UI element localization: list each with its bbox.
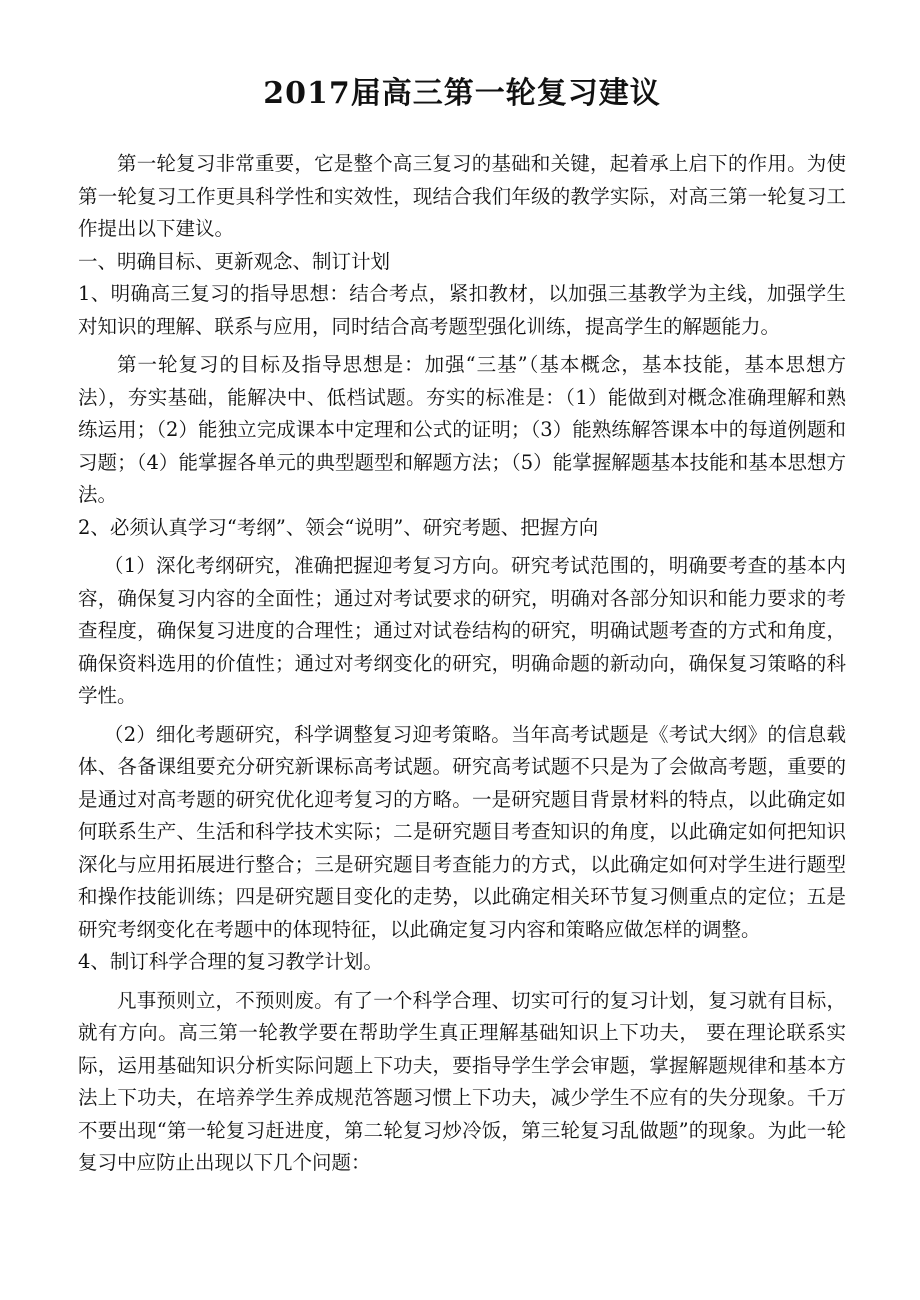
- item-2-heading: 2、必须认真学习“考纲”、领会“说明”、研究考题、把握方向: [78, 515, 599, 539]
- goals-paragraph: 第一轮复习的目标及指导思想是：加强“三基”（基本概念，基本技能，基本思想方法），夯实基础，能解决中、低档试题。夯实的标准是：（1）能做到对概念准确理解和熟练运用；（2）能独立完成课本中定理和公式的证明；（3）能熟练解答课本中的每道例题和习题；（4）能掌握各单元的典型题型和解题方法；（5）能掌握解题基本技能和基本思想方法。: [78, 353, 846, 506]
- plan-paragraph: 凡事预则立，不预则废。有了一个科学合理、切实可行的复习计划，复习就有目标，就有方向。高三第一轮教学要在帮助学生真正理解基础知识上下功夫， 要在理论联系实际，运用基础知识分析实际问题上下功夫，要指导学生学会审题，掌握解题规律和基本方法上下功夫，在培养学生养成规范答题习惯上下功夫，减少学生不应有的失分现象。千万不要出现“第一轮复习赶进度，第二轮复习炒冷饭，第三轮复习乱做题”的现象。为此一轮复习中应防止出现以下几个问题：: [78, 988, 846, 1174]
- item-1-paragraph: 1、明确高三复习的指导思想：结合考点，紧扣教材，以加强三基教学为主线，加强学生对知识的理解、联系与应用，同时结合高考题型强化训练，提高学生的解题能力。: [78, 282, 846, 338]
- subitem-2-paragraph: （2）细化考题研究，科学调整复习迎考策略。当年高考试题是《考试大纲》的信息载体、各备课组要充分研究新课标高考试题。研究高考试题不只是为了会做高考题，重要的是通过对高考题的研究优化迎考复习的方略。一是研究题目背景材料的特点，以此确定如何联系生产、生活和科学技术实际；二是研究题目考查知识的角度，以此确定如何把知识深化与应用拓展进行整合；三是研究题目考查能力的方式，以此确定如何对学生进行题型和操作技能训练；四是研究题目变化的走势，以此确定相关环节复习侧重点的定位；五是研究考纲变化在考题中的体现特征，以此确定复习内容和策略应做怎样的调整。: [78, 722, 846, 941]
- section-heading-1: 一、明确目标、更新观念、制订计划: [78, 249, 391, 273]
- subitem-1-paragraph: （1）深化考纲研究，准确把握迎考复习方向。研究考试范围的，明确要考查的基本内容，确保复习内容的全面性；通过对考试要求的研究，明确对各部分知识和能力要求的考查程度，确保复习进度的合理性；通过对试卷结构的研究，明确试题考查的方式和角度，确保资料选用的价值性；通过对考纲变化的研究，明确命题的新动向，确保复习策略的科学性。: [78, 554, 846, 707]
- document-page: [78, 72, 846, 1180]
- document-title: 2017届高三第一轮复习建议: [263, 76, 661, 111]
- item-4-heading: 4、制订科学合理的复习教学计划。: [78, 950, 383, 973]
- intro-paragraph: 第一轮复习非常重要，它是整个高三复习的基础和关键，起着承上启下的作用。为使第一轮复习工作更具科学性和实效性，现结合我们年级的教学实际，对高三第一轮复习工作提出以下建议。: [78, 152, 846, 240]
